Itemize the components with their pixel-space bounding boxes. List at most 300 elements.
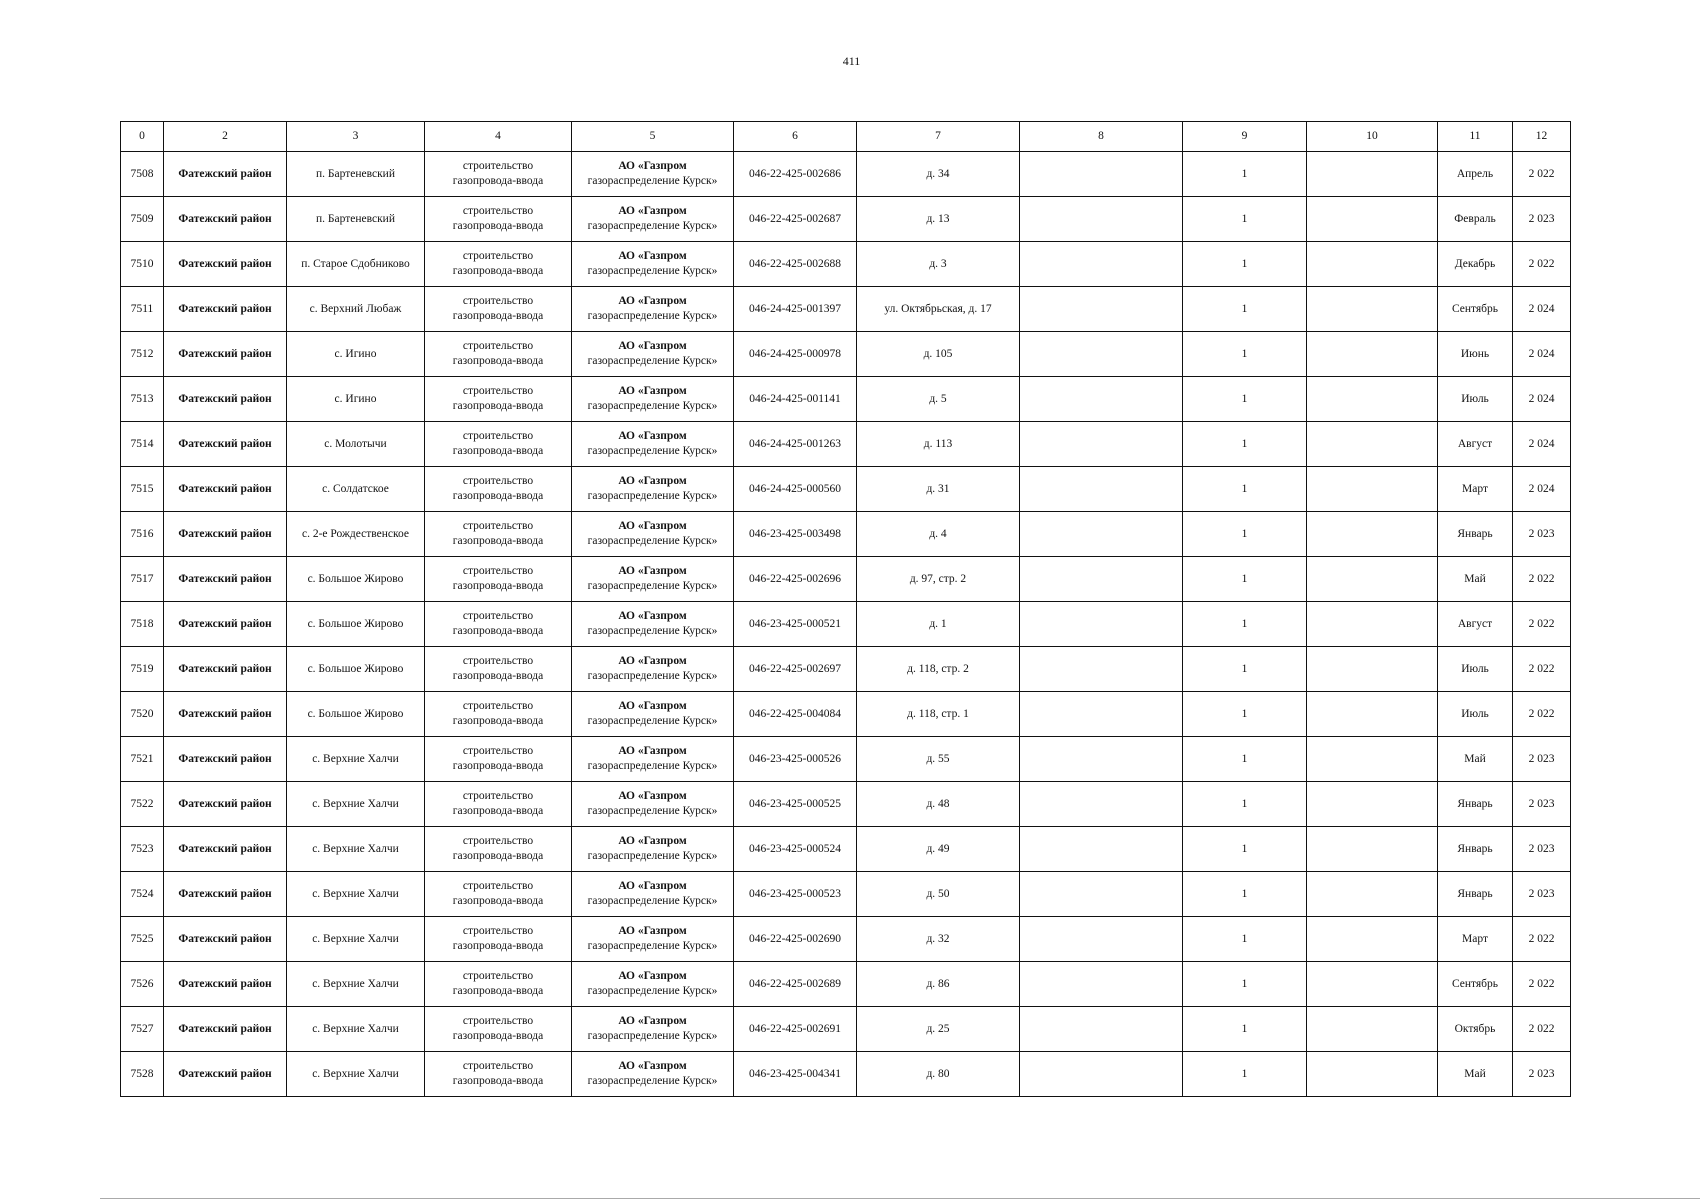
organization-cell-line-2: газораспределение Курск» (587, 670, 718, 682)
work-type-cell-line-1: строительство (462, 340, 534, 352)
table-row (121, 692, 1571, 737)
organization-cell (572, 1052, 734, 1097)
column-10-cell (1307, 1007, 1438, 1052)
column-9-cell: 1 (1183, 512, 1307, 557)
column-8-cell (1020, 782, 1183, 827)
locality-cell: с. Верхние Халчи (287, 827, 425, 872)
organization-cell-line-1: АО «Газпром (618, 250, 687, 262)
work-type-cell-line-2: газопровода-ввода (452, 265, 544, 277)
scan-edge-line (100, 1198, 1700, 1199)
locality-cell: с. Большое Жирово (287, 647, 425, 692)
organization-cell-line-2: газораспределение Курск» (587, 985, 718, 997)
month-cell: Июль (1438, 377, 1513, 422)
work-type-cell-line-2: газопровода-ввода (452, 850, 544, 862)
year-cell: 2 022 (1513, 692, 1571, 737)
organization-cell-line-1: АО «Газпром (618, 1015, 687, 1027)
column-9-cell: 1 (1183, 782, 1307, 827)
column-10-cell (1307, 872, 1438, 917)
organization-cell-line-2: газораспределение Курск» (587, 355, 718, 367)
work-type-cell-line-2: газопровода-ввода (452, 445, 544, 457)
table-row (121, 557, 1571, 602)
organization-cell-line-2: газораспределение Курск» (587, 220, 718, 232)
organization-cell (572, 602, 734, 647)
address-cell: д. 3 (857, 242, 1020, 287)
work-type-cell (425, 1052, 572, 1097)
region-cell: Фатежский район (164, 962, 287, 1007)
organization-cell-line-1: АО «Газпром (618, 520, 687, 532)
locality-cell: п. Бартеневский (287, 197, 425, 242)
code-cell: 046-22-425-002689 (734, 962, 857, 1007)
organization-cell-line-1: АО «Газпром (618, 700, 687, 712)
address-cell: д. 13 (857, 197, 1020, 242)
locality-cell: с. Верхние Халчи (287, 1007, 425, 1052)
month-cell: Июль (1438, 647, 1513, 692)
row-number-cell: 7519 (121, 647, 164, 692)
column-10-cell (1307, 467, 1438, 512)
table-row (121, 602, 1571, 647)
column-9-cell: 1 (1183, 242, 1307, 287)
column-header: 4 (425, 122, 572, 152)
work-type-cell-line-1: строительство (462, 430, 534, 442)
organization-cell-line-2: газораспределение Курск» (587, 715, 718, 727)
month-cell: Сентябрь (1438, 962, 1513, 1007)
organization-cell-line-1: АО «Газпром (618, 340, 687, 352)
column-10-cell (1307, 962, 1438, 1007)
column-8-cell (1020, 197, 1183, 242)
organization-cell-line-1: АО «Газпром (618, 790, 687, 802)
work-type-cell-line-2: газопровода-ввода (452, 625, 544, 637)
locality-cell: с. Верхние Халчи (287, 737, 425, 782)
column-10-cell (1307, 647, 1438, 692)
organization-cell-line-1: АО «Газпром (618, 475, 687, 487)
region-cell: Фатежский район (164, 1007, 287, 1052)
organization-cell-line-1: АО «Газпром (618, 880, 687, 892)
row-number-cell: 7513 (121, 377, 164, 422)
region-cell: Фатежский район (164, 377, 287, 422)
month-cell: Декабрь (1438, 242, 1513, 287)
code-cell: 046-22-425-002697 (734, 647, 857, 692)
work-type-cell-line-1: строительство (462, 385, 534, 397)
organization-cell (572, 242, 734, 287)
year-cell: 2 022 (1513, 152, 1571, 197)
work-type-cell-line-2: газопровода-ввода (452, 895, 544, 907)
work-type-cell-line-2: газопровода-ввода (452, 580, 544, 592)
row-number-cell: 7528 (121, 1052, 164, 1097)
work-type-cell-line-1: строительство (462, 880, 534, 892)
organization-cell-line-2: газораспределение Курск» (587, 1030, 718, 1042)
year-cell: 2 023 (1513, 827, 1571, 872)
region-cell: Фатежский район (164, 917, 287, 962)
work-type-cell-line-2: газопровода-ввода (452, 1030, 544, 1042)
column-8-cell (1020, 377, 1183, 422)
work-type-cell-line-2: газопровода-ввода (452, 1075, 544, 1087)
column-9-cell: 1 (1183, 917, 1307, 962)
address-cell: д. 32 (857, 917, 1020, 962)
year-cell: 2 024 (1513, 467, 1571, 512)
region-cell: Фатежский район (164, 287, 287, 332)
row-number-cell: 7521 (121, 737, 164, 782)
month-cell: Октябрь (1438, 1007, 1513, 1052)
month-cell: Июль (1438, 692, 1513, 737)
code-cell: 046-24-425-001263 (734, 422, 857, 467)
region-cell: Фатежский район (164, 152, 287, 197)
address-cell: ул. Октябрьская, д. 17 (857, 287, 1020, 332)
organization-cell (572, 692, 734, 737)
year-cell: 2 023 (1513, 197, 1571, 242)
code-cell: 046-23-425-000521 (734, 602, 857, 647)
column-10-cell (1307, 782, 1438, 827)
column-8-cell (1020, 467, 1183, 512)
code-cell: 046-23-425-000523 (734, 872, 857, 917)
column-8-cell (1020, 917, 1183, 962)
column-9-cell: 1 (1183, 1007, 1307, 1052)
column-header: 11 (1438, 122, 1513, 152)
work-type-cell (425, 872, 572, 917)
organization-cell-line-1: АО «Газпром (618, 925, 687, 937)
code-cell: 046-22-425-002687 (734, 197, 857, 242)
year-cell: 2 024 (1513, 422, 1571, 467)
month-cell: Апрель (1438, 152, 1513, 197)
region-cell: Фатежский район (164, 332, 287, 377)
table-row (121, 422, 1571, 467)
work-type-cell (425, 242, 572, 287)
work-type-cell-line-1: строительство (462, 565, 534, 577)
locality-cell: с. 2-е Рождественское (287, 512, 425, 557)
work-type-cell (425, 692, 572, 737)
table-row (121, 242, 1571, 287)
column-8-cell (1020, 962, 1183, 1007)
column-10-cell (1307, 1052, 1438, 1097)
column-10-cell (1307, 737, 1438, 782)
month-cell: Январь (1438, 827, 1513, 872)
row-number-cell: 7512 (121, 332, 164, 377)
work-type-cell-line-2: газопровода-ввода (452, 355, 544, 367)
organization-cell-line-1: АО «Газпром (618, 430, 687, 442)
column-10-cell (1307, 827, 1438, 872)
organization-cell-line-2: газораспределение Курск» (587, 535, 718, 547)
work-type-cell (425, 467, 572, 512)
locality-cell: с. Верхний Любаж (287, 287, 425, 332)
table-body (121, 152, 1571, 1097)
column-header: 9 (1183, 122, 1307, 152)
code-cell: 046-22-425-002696 (734, 557, 857, 602)
column-8-cell (1020, 242, 1183, 287)
organization-cell (572, 377, 734, 422)
column-header: 3 (287, 122, 425, 152)
work-type-cell (425, 287, 572, 332)
column-9-cell: 1 (1183, 197, 1307, 242)
column-8-cell (1020, 1007, 1183, 1052)
year-cell: 2 024 (1513, 332, 1571, 377)
work-type-cell-line-1: строительство (462, 610, 534, 622)
table-row (121, 1007, 1571, 1052)
column-10-cell (1307, 332, 1438, 377)
organization-cell-line-2: газораспределение Курск» (587, 400, 718, 412)
row-number-cell: 7510 (121, 242, 164, 287)
column-8-cell (1020, 602, 1183, 647)
column-8-cell (1020, 827, 1183, 872)
organization-cell (572, 152, 734, 197)
column-8-cell (1020, 152, 1183, 197)
year-cell: 2 022 (1513, 602, 1571, 647)
locality-cell: с. Верхние Халчи (287, 782, 425, 827)
address-cell: д. 86 (857, 962, 1020, 1007)
column-header: 2 (164, 122, 287, 152)
column-10-cell (1307, 917, 1438, 962)
locality-cell: с. Молотычи (287, 422, 425, 467)
column-header: 6 (734, 122, 857, 152)
code-cell: 046-23-425-000525 (734, 782, 857, 827)
column-10-cell (1307, 377, 1438, 422)
work-type-cell-line-1: строительство (462, 295, 534, 307)
column-10-cell (1307, 287, 1438, 332)
region-cell: Фатежский район (164, 737, 287, 782)
locality-cell: с. Большое Жирово (287, 692, 425, 737)
code-cell: 046-24-425-000978 (734, 332, 857, 377)
work-type-cell-line-1: строительство (462, 835, 534, 847)
row-number-cell: 7516 (121, 512, 164, 557)
work-type-cell (425, 647, 572, 692)
region-cell: Фатежский район (164, 467, 287, 512)
year-cell: 2 023 (1513, 737, 1571, 782)
document-table-container (120, 121, 1570, 1097)
column-10-cell (1307, 602, 1438, 647)
locality-cell: с. Большое Жирово (287, 602, 425, 647)
organization-cell (572, 557, 734, 602)
organization-cell-line-2: газораспределение Курск» (587, 895, 718, 907)
column-header: 12 (1513, 122, 1571, 152)
column-9-cell: 1 (1183, 152, 1307, 197)
column-8-cell (1020, 737, 1183, 782)
work-type-cell-line-1: строительство (462, 925, 534, 937)
row-number-cell: 7526 (121, 962, 164, 1007)
organization-cell (572, 647, 734, 692)
work-type-cell-line-2: газопровода-ввода (452, 760, 544, 772)
year-cell: 2 023 (1513, 782, 1571, 827)
column-9-cell: 1 (1183, 332, 1307, 377)
column-8-cell (1020, 1052, 1183, 1097)
month-cell: Май (1438, 737, 1513, 782)
table-row (121, 917, 1571, 962)
address-cell: д. 97, стр. 2 (857, 557, 1020, 602)
locality-cell: с. Верхние Халчи (287, 917, 425, 962)
work-type-cell-line-2: газопровода-ввода (452, 985, 544, 997)
organization-cell (572, 467, 734, 512)
work-type-cell-line-2: газопровода-ввода (452, 175, 544, 187)
locality-cell: с. Игино (287, 377, 425, 422)
locality-cell: с. Верхние Халчи (287, 1052, 425, 1097)
year-cell: 2 023 (1513, 1052, 1571, 1097)
address-cell: д. 105 (857, 332, 1020, 377)
address-cell: д. 49 (857, 827, 1020, 872)
organization-cell (572, 737, 734, 782)
work-type-cell-line-1: строительство (462, 520, 534, 532)
column-10-cell (1307, 152, 1438, 197)
organization-cell-line-2: газораспределение Курск» (587, 175, 718, 187)
region-cell: Фатежский район (164, 242, 287, 287)
column-10-cell (1307, 242, 1438, 287)
work-type-cell-line-2: газопровода-ввода (452, 535, 544, 547)
locality-cell: с. Солдатское (287, 467, 425, 512)
month-cell: Январь (1438, 872, 1513, 917)
address-cell: д. 31 (857, 467, 1020, 512)
organization-cell-line-1: АО «Газпром (618, 655, 687, 667)
address-cell: д. 34 (857, 152, 1020, 197)
table-row (121, 737, 1571, 782)
region-cell: Фатежский район (164, 197, 287, 242)
organization-cell-line-1: АО «Газпром (618, 295, 687, 307)
region-cell: Фатежский район (164, 1052, 287, 1097)
row-number-cell: 7518 (121, 602, 164, 647)
work-type-cell-line-1: строительство (462, 1060, 534, 1072)
organization-cell-line-2: газораспределение Курск» (587, 940, 718, 952)
organization-cell-line-2: газораспределение Курск» (587, 580, 718, 592)
organization-cell (572, 332, 734, 377)
work-type-cell (425, 512, 572, 557)
organization-cell-line-1: АО «Газпром (618, 745, 687, 757)
region-cell: Фатежский район (164, 872, 287, 917)
organization-cell-line-2: газораспределение Курск» (587, 805, 718, 817)
organization-cell (572, 827, 734, 872)
column-8-cell (1020, 692, 1183, 737)
code-cell: 046-23-425-003498 (734, 512, 857, 557)
code-cell: 046-23-425-000526 (734, 737, 857, 782)
column-8-cell (1020, 332, 1183, 377)
work-type-cell-line-1: строительство (462, 475, 534, 487)
organization-cell-line-2: газораспределение Курск» (587, 1075, 718, 1087)
year-cell: 2 023 (1513, 512, 1571, 557)
column-10-cell (1307, 422, 1438, 467)
work-type-cell (425, 422, 572, 467)
locality-cell: п. Бартеневский (287, 152, 425, 197)
column-9-cell: 1 (1183, 422, 1307, 467)
column-8-cell (1020, 287, 1183, 332)
organization-cell-line-2: газораспределение Курск» (587, 310, 718, 322)
address-cell: д. 80 (857, 1052, 1020, 1097)
column-9-cell: 1 (1183, 602, 1307, 647)
table-row (121, 152, 1571, 197)
work-type-cell-line-2: газопровода-ввода (452, 310, 544, 322)
row-number-cell: 7508 (121, 152, 164, 197)
column-9-cell: 1 (1183, 647, 1307, 692)
organization-cell-line-1: АО «Газпром (618, 385, 687, 397)
region-cell: Фатежский район (164, 512, 287, 557)
organization-cell-line-2: газораспределение Курск» (587, 265, 718, 277)
table-row (121, 332, 1571, 377)
code-cell: 046-22-425-004084 (734, 692, 857, 737)
work-type-cell-line-2: газопровода-ввода (452, 220, 544, 232)
month-cell: Август (1438, 602, 1513, 647)
table-row (121, 962, 1571, 1007)
address-cell: д. 25 (857, 1007, 1020, 1052)
work-type-cell-line-1: строительство (462, 745, 534, 757)
work-type-cell-line-2: газопровода-ввода (452, 490, 544, 502)
work-type-cell-line-2: газопровода-ввода (452, 670, 544, 682)
column-10-cell (1307, 557, 1438, 602)
code-cell: 046-24-425-001141 (734, 377, 857, 422)
address-cell: д. 5 (857, 377, 1020, 422)
row-number-cell: 7523 (121, 827, 164, 872)
table-row (121, 512, 1571, 557)
locality-cell: с. Большое Жирово (287, 557, 425, 602)
organization-cell (572, 917, 734, 962)
organization-cell-line-1: АО «Газпром (618, 160, 687, 172)
code-cell: 046-22-425-002686 (734, 152, 857, 197)
code-cell: 046-23-425-004341 (734, 1052, 857, 1097)
work-type-cell-line-1: строительство (462, 790, 534, 802)
region-cell: Фатежский район (164, 647, 287, 692)
table-row (121, 647, 1571, 692)
code-cell: 046-23-425-000524 (734, 827, 857, 872)
work-type-cell (425, 782, 572, 827)
work-type-cell-line-1: строительство (462, 700, 534, 712)
column-header: 0 (121, 122, 164, 152)
column-9-cell: 1 (1183, 872, 1307, 917)
row-number-cell: 7509 (121, 197, 164, 242)
work-type-cell (425, 197, 572, 242)
row-number-cell: 7517 (121, 557, 164, 602)
locality-cell: с. Верхние Халчи (287, 962, 425, 1007)
work-type-cell-line-1: строительство (462, 160, 534, 172)
year-cell: 2 024 (1513, 287, 1571, 332)
address-cell: д. 118, стр. 2 (857, 647, 1020, 692)
organization-cell-line-1: АО «Газпром (618, 1060, 687, 1072)
work-type-cell (425, 827, 572, 872)
row-number-cell: 7527 (121, 1007, 164, 1052)
column-8-cell (1020, 512, 1183, 557)
work-type-cell (425, 1007, 572, 1052)
organization-cell-line-1: АО «Газпром (618, 565, 687, 577)
year-cell: 2 024 (1513, 377, 1571, 422)
work-type-cell (425, 917, 572, 962)
year-cell: 2 023 (1513, 872, 1571, 917)
address-cell: д. 4 (857, 512, 1020, 557)
column-8-cell (1020, 647, 1183, 692)
year-cell: 2 022 (1513, 962, 1571, 1007)
month-cell: Январь (1438, 512, 1513, 557)
organization-cell (572, 422, 734, 467)
column-header: 10 (1307, 122, 1438, 152)
work-type-cell (425, 737, 572, 782)
column-9-cell: 1 (1183, 287, 1307, 332)
work-type-cell-line-1: строительство (462, 205, 534, 217)
organization-cell-line-1: АО «Газпром (618, 970, 687, 982)
region-cell: Фатежский район (164, 602, 287, 647)
address-cell: д. 48 (857, 782, 1020, 827)
column-10-cell (1307, 692, 1438, 737)
month-cell: Февраль (1438, 197, 1513, 242)
code-cell: 046-24-425-001397 (734, 287, 857, 332)
row-number-cell: 7522 (121, 782, 164, 827)
table-row (121, 872, 1571, 917)
column-10-cell (1307, 197, 1438, 242)
organization-cell (572, 512, 734, 557)
page-number: 411 (842, 54, 861, 68)
work-type-cell (425, 377, 572, 422)
month-cell: Июнь (1438, 332, 1513, 377)
code-cell: 046-22-425-002690 (734, 917, 857, 962)
year-cell: 2 022 (1513, 242, 1571, 287)
column-9-cell: 1 (1183, 557, 1307, 602)
work-type-cell (425, 602, 572, 647)
work-type-cell (425, 962, 572, 1007)
code-cell: 046-22-425-002688 (734, 242, 857, 287)
address-cell: д. 1 (857, 602, 1020, 647)
locality-cell: с. Игино (287, 332, 425, 377)
month-cell: Сентябрь (1438, 287, 1513, 332)
row-number-cell: 7511 (121, 287, 164, 332)
column-9-cell: 1 (1183, 1052, 1307, 1097)
